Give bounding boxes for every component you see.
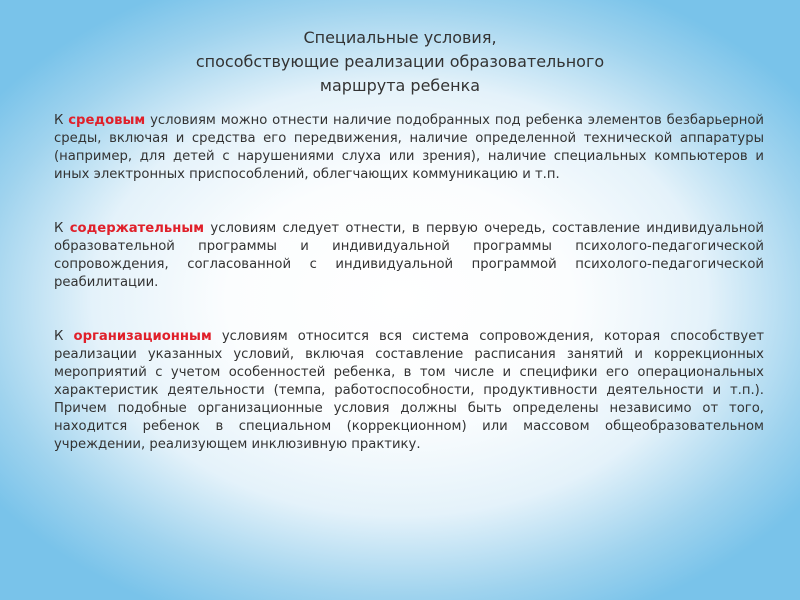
paragraph-prefix: К [54, 221, 70, 236]
title-line-3: маршрута ребенка [319, 76, 481, 95]
paragraph-organizational [54, 328, 764, 454]
paragraph-environmental [54, 112, 764, 184]
title-line-1: Специальные условия, [303, 28, 497, 47]
paragraph-prefix: К [54, 329, 74, 344]
paragraph-text: условиям следует отнести, в первую очередь, составление индивидуальной образовательной программы и индивидуальной программы психолого-педагогической сопровождения, согласованной с индивидуальной программой психолого-педагогической реабилитации. [54, 221, 764, 290]
paragraph-text: условиям можно отнести наличие подобранных под ребенка элементов безбарьерной среды, включая и средства его передвижения, наличие определенной технической аппаратуры (например, для детей с нарушениями слуха или зрения), наличие специальных компьютеров и иных электронных приспособлений, облегчающих коммуникацию и т.п. [54, 113, 764, 182]
term-organizational: организационным [73, 329, 212, 344]
slide-body [54, 112, 764, 454]
term-content: содержательным [69, 221, 205, 236]
term-environmental: средовым [68, 113, 146, 128]
paragraph-text: условиям относится вся система сопровождения, которая способствует реализации указанных условий, включая составление расписания занятий и коррекционных мероприятий с учетом особенностей ребенка, в том числе и специфики его операциональных характеристик деятельности (темпа, работоспособности, продуктивности деятельности и т.п.). Причем подобные организационные условия должны быть определены независимо от того, находится ребенок в специальном (коррекционном) или массовом общеобразовательном учреждении, реализующем инклюзивную практику. [54, 329, 764, 452]
slide-title [100, 26, 700, 98]
paragraph-prefix: К [54, 113, 69, 128]
paragraph-content [54, 220, 764, 292]
title-line-2: способствующие реализации образовательного [195, 52, 605, 71]
